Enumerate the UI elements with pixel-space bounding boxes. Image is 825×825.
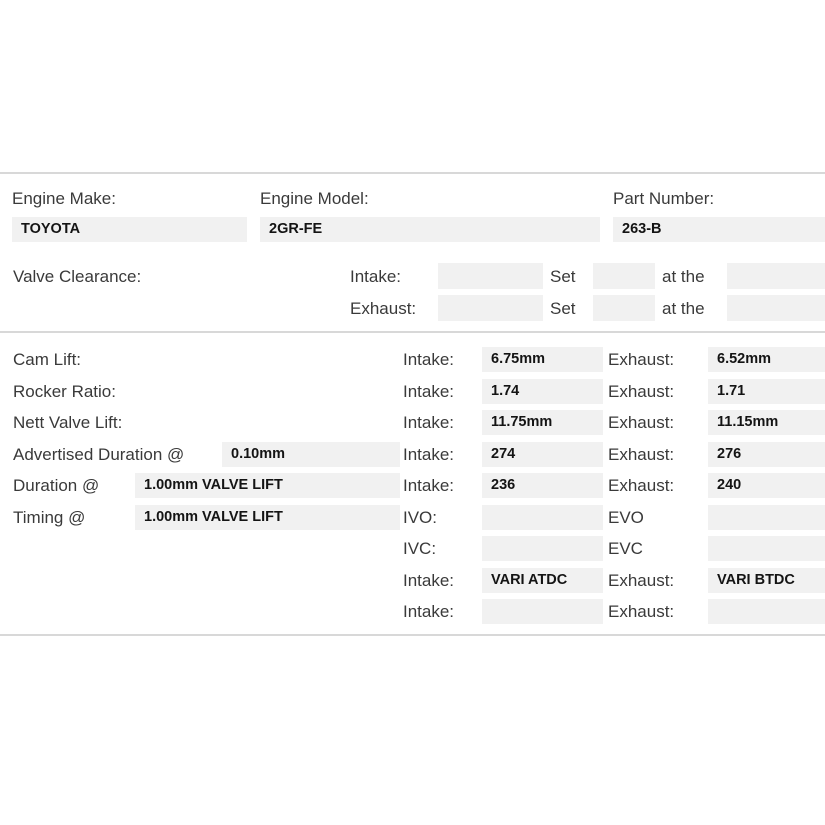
extra-exhaust-label: Exhaust: (608, 602, 675, 621)
timing-label: Timing @ (13, 508, 86, 527)
nett-valve-lift-exhaust-field[interactable]: 11.15mm (708, 410, 825, 435)
part-number-field[interactable]: 263-B (613, 217, 825, 242)
exhaust-set-field[interactable] (593, 295, 655, 321)
intake-set-field[interactable] (593, 263, 655, 289)
cam-lift-label: Cam Lift: (13, 350, 82, 369)
extra-exhaust-field[interactable] (708, 599, 825, 624)
engine-model-label: Engine Model: (260, 189, 369, 208)
rocker-ratio-exhaust-field[interactable]: 1.71 (708, 379, 825, 404)
duration-label: Duration @ (13, 476, 100, 495)
rocker-ratio-label: Rocker Ratio: (13, 382, 116, 401)
advertised-duration-at-field[interactable]: 0.10mm (222, 442, 400, 467)
nett-valve-lift-intake-field[interactable]: 11.75mm (482, 410, 603, 435)
engine-make-field[interactable]: TOYOTA (12, 217, 247, 242)
advertised-duration-exhaust-label: Exhaust: (608, 445, 675, 464)
advertised-duration-label: Advertised Duration @ (13, 445, 185, 464)
engine-model-field[interactable]: 2GR-FE (260, 217, 600, 242)
rocker-ratio-intake-label: Intake: (403, 382, 455, 401)
duration-intake-label: Intake: (403, 476, 455, 495)
timing-at-field[interactable]: 1.00mm VALVE LIFT (135, 505, 400, 530)
duration-intake-field[interactable]: 236 (482, 473, 603, 498)
vari-intake-field[interactable]: VARI ATDC (482, 568, 603, 593)
exhaust-clearance-field[interactable] (438, 295, 543, 321)
duration-at-field[interactable]: 1.00mm VALVE LIFT (135, 473, 400, 498)
vari-exhaust-label: Exhaust: (608, 571, 675, 590)
evc-label: EVC (608, 539, 643, 558)
cam-lift-intake-field[interactable]: 6.75mm (482, 347, 603, 372)
nett-valve-lift-exhaust-label: Exhaust: (608, 413, 675, 432)
valve-clearance-exhaust-label: Exhaust: (350, 299, 417, 318)
evo-label: EVO (608, 508, 644, 527)
evc-field[interactable] (708, 536, 825, 561)
cam-lift-exhaust-field[interactable]: 6.52mm (708, 347, 825, 372)
intake-set-label: Set (550, 267, 576, 286)
rocker-ratio-exhaust-label: Exhaust: (608, 382, 675, 401)
bottom-divider (0, 634, 825, 636)
evo-field[interactable] (708, 505, 825, 530)
vari-exhaust-field[interactable]: VARI BTDC (708, 568, 825, 593)
intake-clearance-field[interactable] (438, 263, 543, 289)
valve-clearance-intake-label: Intake: (350, 267, 402, 286)
nett-valve-lift-intake-label: Intake: (403, 413, 455, 432)
extra-intake-label: Intake: (403, 602, 455, 621)
duration-exhaust-field[interactable]: 240 (708, 473, 825, 498)
cam-lift-intake-label: Intake: (403, 350, 455, 369)
exhaust-at-the-label: at the (662, 299, 705, 318)
duration-exhaust-label: Exhaust: (608, 476, 675, 495)
intake-at-the-label: at the (662, 267, 705, 286)
advertised-duration-intake-label: Intake: (403, 445, 455, 464)
ivc-field[interactable] (482, 536, 603, 561)
ivo-label: IVO: (403, 508, 438, 527)
top-divider (0, 172, 825, 174)
exhaust-set-label: Set (550, 299, 576, 318)
rocker-ratio-intake-field[interactable]: 1.74 (482, 379, 603, 404)
part-number-label: Part Number: (613, 189, 715, 208)
cam-lift-exhaust-label: Exhaust: (608, 350, 675, 369)
intake-position-field[interactable] (727, 263, 825, 289)
advertised-duration-intake-field[interactable]: 274 (482, 442, 603, 467)
ivo-field[interactable] (482, 505, 603, 530)
exhaust-position-field[interactable] (727, 295, 825, 321)
vari-intake-label: Intake: (403, 571, 455, 590)
ivc-label: IVC: (403, 539, 437, 558)
valve-clearance-label: Valve Clearance: (13, 267, 142, 286)
extra-intake-field[interactable] (482, 599, 603, 624)
mid-divider (0, 331, 825, 333)
nett-valve-lift-label: Nett Valve Lift: (13, 413, 123, 432)
engine-make-label: Engine Make: (12, 189, 116, 208)
advertised-duration-exhaust-field[interactable]: 276 (708, 442, 825, 467)
